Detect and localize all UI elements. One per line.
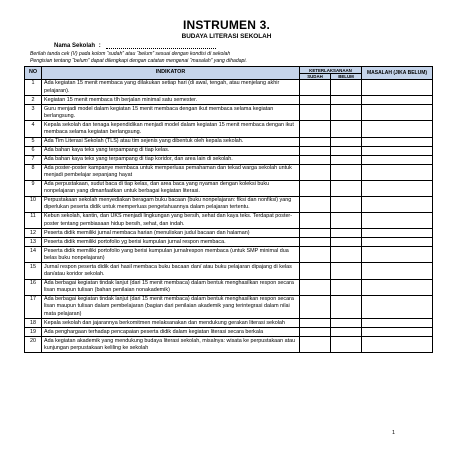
sudah-checkbox-cell[interactable] — [300, 337, 331, 353]
sudah-checkbox-cell[interactable] — [300, 295, 331, 318]
belum-checkbox-cell[interactable] — [331, 337, 362, 353]
indicator-text: Ada berbagai kegiatan tindak lanjut (dari 15 menit membaca) dalam bentuk menghasilkan respon secara lisan maupun tulisan dalam pembelajaran (bagian dari penilaian akademik yang terintegrasi dalam nilai mata pelajaran) — [42, 295, 300, 318]
belum-checkbox-cell[interactable] — [331, 105, 362, 121]
belum-checkbox-cell[interactable] — [331, 96, 362, 105]
masalah-note-cell[interactable] — [362, 105, 433, 121]
masalah-note-cell[interactable] — [362, 238, 433, 247]
belum-checkbox-cell[interactable] — [331, 213, 362, 229]
belum-checkbox-cell[interactable] — [331, 196, 362, 212]
sudah-checkbox-cell[interactable] — [300, 263, 331, 279]
row-number: 18 — [25, 319, 42, 328]
table-row — [25, 80, 433, 96]
indicator-text: Ada kegiatan akademik yang mendukung budaya literasi sekolah, misalnya: wisata ke perpustakaan atau kunjungan perpustakaan keliling ke sekolah — [42, 337, 300, 353]
row-number: 2 — [25, 96, 42, 105]
belum-checkbox-cell[interactable] — [331, 137, 362, 146]
table-row — [25, 155, 433, 164]
belum-checkbox-cell[interactable] — [331, 229, 362, 238]
table-row — [25, 164, 433, 180]
indicator-text: Ada berbagai kegiatan tindak lanjut (dari 15 menit membaca) dalam bentuk menghasilkan respon secara lisan maupun tulisan (bahan penilaian nonakademik) — [42, 279, 300, 295]
masalah-note-cell[interactable] — [362, 146, 433, 155]
masalah-note-cell[interactable] — [362, 121, 433, 137]
indicator-text: Peserta didik memiliki jurnal membaca harian (menuliskan judul bacaan dan halaman) — [42, 229, 300, 238]
sudah-checkbox-cell[interactable] — [300, 279, 331, 295]
school-name-separator: : — [98, 43, 101, 49]
school-name-field — [54, 43, 216, 49]
belum-checkbox-cell[interactable] — [331, 80, 362, 96]
sudah-checkbox-cell[interactable] — [300, 180, 331, 196]
belum-checkbox-cell[interactable] — [331, 328, 362, 337]
document-title: INSTRUMEN 3. — [182, 18, 271, 32]
indicator-text: Guru menjadi model dalam kegiatan 15 menit membaca dengan ikut membaca selama kegiatan berlangsung. — [42, 105, 300, 121]
header-indikator: INDIKATOR — [42, 67, 300, 80]
indicator-text: Ada perpustakaan, sudut baca di tiap kelas, dan area baca yang nyaman dengan koleksi buku nonpelajaran yang dimanfaatkan untuk berbagai kegiatan literasi. — [42, 180, 300, 196]
row-number: 5 — [25, 137, 42, 146]
masalah-note-cell[interactable] — [362, 80, 433, 96]
row-number: 1 — [25, 80, 42, 96]
table-row — [25, 96, 433, 105]
sudah-checkbox-cell[interactable] — [300, 146, 331, 155]
indicator-text: Kegiatan 15 menit membaca tlh berjalan minimal satu semester. — [42, 96, 300, 105]
sudah-checkbox-cell[interactable] — [300, 96, 331, 105]
masalah-note-cell[interactable] — [362, 319, 433, 328]
row-number: 8 — [25, 164, 42, 180]
sudah-checkbox-cell[interactable] — [300, 238, 331, 247]
masalah-note-cell[interactable] — [362, 196, 433, 212]
indicator-text: Perpustakaan sekolah menyediakan beragam buku bacaan (buku nonpelajaran: fiksi dan nonfiksi) yang diperlukan peserta didik untuk memperluas pengetahuannya dalam pelajaran tertentu. — [42, 196, 300, 212]
row-number: 15 — [25, 263, 42, 279]
header-belum: BELUM — [331, 74, 362, 80]
document-subtitle: BUDAYA LITERASI SEKOLAH — [181, 33, 272, 40]
masalah-note-cell[interactable] — [362, 155, 433, 164]
indicator-text: Ada kegiatan 15 menit membaca yang dilakukan setiap hari (di awal, tengah, atau menjelang akhir pelajaran). — [42, 80, 300, 96]
table-row — [25, 146, 433, 155]
sudah-checkbox-cell[interactable] — [300, 319, 331, 328]
sudah-checkbox-cell[interactable] — [300, 229, 331, 238]
table-row — [25, 105, 433, 121]
indicator-text: Peserta didik memiliki portofolio yg berisi kumpulan jurnal respon membaca. — [42, 238, 300, 247]
header-sudah: SUDAH — [300, 74, 331, 80]
masalah-note-cell[interactable] — [362, 229, 433, 238]
row-number: 17 — [25, 295, 42, 318]
instruction-problem-note: Pengisian tentang “belum” dapat dilengkapi dengan catatan mengenai “masalah” yang dihadapi. — [30, 58, 247, 64]
row-number: 11 — [25, 213, 42, 229]
table-body — [25, 80, 433, 353]
table-row — [25, 196, 433, 212]
sudah-checkbox-cell[interactable] — [300, 105, 331, 121]
row-number: 16 — [25, 279, 42, 295]
indicator-text: Ada bahan kaya teks yang terpampang di tiap kelas. — [42, 146, 300, 155]
table-row — [25, 238, 433, 247]
row-number: 4 — [25, 121, 42, 137]
masalah-note-cell[interactable] — [362, 247, 433, 263]
row-number: 6 — [25, 146, 42, 155]
masalah-note-cell[interactable] — [362, 180, 433, 196]
table-header-row — [25, 67, 433, 74]
row-number: 12 — [25, 229, 42, 238]
masalah-note-cell[interactable] — [362, 279, 433, 295]
table-row — [25, 180, 433, 196]
indicator-text: Peserta didik memiliki portofolio yang berisi kumpulan jurnalrespon membaca (untuk SMP minimal dua belas buku nonpelajaran) — [42, 247, 300, 263]
indicator-text: Ada Tim Literasi Sekolah (TLS) atau tim sejenis yang dibentuk oleh kepala sekolah. — [42, 137, 300, 146]
masalah-note-cell[interactable] — [362, 96, 433, 105]
masalah-note-cell[interactable] — [362, 164, 433, 180]
row-number: 13 — [25, 238, 42, 247]
indicator-text: Kebun sekolah, kantin, dan UKS menjadi lingkungan yang bersih, sehat dan kaya teks. Terdapat poster-poster tentang pembiasaan hidup bersih, sehat, dan indah. — [42, 213, 300, 229]
belum-checkbox-cell[interactable] — [331, 164, 362, 180]
table-row — [25, 279, 433, 295]
school-name-label: Nama Sekolah — [54, 43, 96, 49]
masalah-note-cell[interactable] — [362, 337, 433, 353]
belum-checkbox-cell[interactable] — [331, 263, 362, 279]
indicator-text: Ada poster-poster kampanye membaca untuk memperluas pemahaman dan tekad warga sekolah untuk menjadi pembelajar sepanjang hayat — [42, 164, 300, 180]
row-number: 10 — [25, 196, 42, 212]
row-number: 3 — [25, 105, 42, 121]
table-row — [25, 247, 433, 263]
indicator-text: Kepala sekolah dan tenaga kependidikan menjadi model dalam kegiatan 15 menit membaca dengan ikut membaca selama kegiatan berlangsung. — [42, 121, 300, 137]
row-number: 19 — [25, 328, 42, 337]
indicator-text: Kepala sekolah dan jajarannya berkomitmen melaksanakan dan mendukung gerakan literasi sekolah — [42, 319, 300, 328]
school-name-blank — [106, 43, 216, 49]
sudah-checkbox-cell[interactable] — [300, 213, 331, 229]
table-row — [25, 229, 433, 238]
instruction-checkmark: Berilah tanda cek (V) pada kolom “sudah” atau “belum” sesuai dengan kondisi di sekolah — [30, 51, 231, 57]
masalah-note-cell[interactable] — [362, 137, 433, 146]
page-number: 1 — [392, 430, 396, 436]
sudah-checkbox-cell[interactable] — [300, 196, 331, 212]
table-row — [25, 263, 433, 279]
belum-checkbox-cell[interactable] — [331, 121, 362, 137]
belum-checkbox-cell[interactable] — [331, 238, 362, 247]
table-row — [25, 319, 433, 328]
indicator-text: Jurnal respon peserta didik dari hasil membaca buku bacaan dan/ atau buku pelajaran dipajang di kelas dan/atau koridor sekolah. — [42, 263, 300, 279]
literacy-indicator-table — [24, 66, 433, 353]
table-row — [25, 295, 433, 318]
belum-checkbox-cell[interactable] — [331, 146, 362, 155]
sudah-checkbox-cell[interactable] — [300, 137, 331, 146]
sudah-checkbox-cell[interactable] — [300, 155, 331, 164]
table-row — [25, 213, 433, 229]
header-no: NO — [25, 67, 42, 80]
indicator-text: Ada bahan kaya teks yang terpampang di tiap koridor, dan area lain di sekolah. — [42, 155, 300, 164]
belum-checkbox-cell[interactable] — [331, 319, 362, 328]
row-number: 7 — [25, 155, 42, 164]
header-masalah: MASALAH (JIKA BELUM) — [362, 67, 433, 80]
row-number: 20 — [25, 337, 42, 353]
belum-checkbox-cell[interactable] — [331, 155, 362, 164]
table-row — [25, 121, 433, 137]
belum-checkbox-cell[interactable] — [331, 295, 362, 318]
belum-checkbox-cell[interactable] — [331, 247, 362, 263]
masalah-note-cell[interactable] — [362, 328, 433, 337]
indicator-text: Ada penghargaan terhadap pencapaian peserta didik dalam kegiatan literasi secara berkala — [42, 328, 300, 337]
sudah-checkbox-cell[interactable] — [300, 164, 331, 180]
header-keterlaksanaan: KETERLAKSANAAN — [300, 67, 362, 74]
sudah-checkbox-cell[interactable] — [300, 328, 331, 337]
table-row — [25, 137, 433, 146]
belum-checkbox-cell[interactable] — [331, 279, 362, 295]
sudah-checkbox-cell[interactable] — [300, 121, 331, 137]
row-number: 9 — [25, 180, 42, 196]
sudah-checkbox-cell[interactable] — [300, 247, 331, 263]
masalah-note-cell[interactable] — [362, 263, 433, 279]
row-number: 14 — [25, 247, 42, 263]
masalah-note-cell[interactable] — [362, 213, 433, 229]
sudah-checkbox-cell[interactable] — [300, 80, 331, 96]
table-row — [25, 328, 433, 337]
belum-checkbox-cell[interactable] — [331, 180, 362, 196]
masalah-note-cell[interactable] — [362, 295, 433, 318]
table-row — [25, 337, 433, 353]
